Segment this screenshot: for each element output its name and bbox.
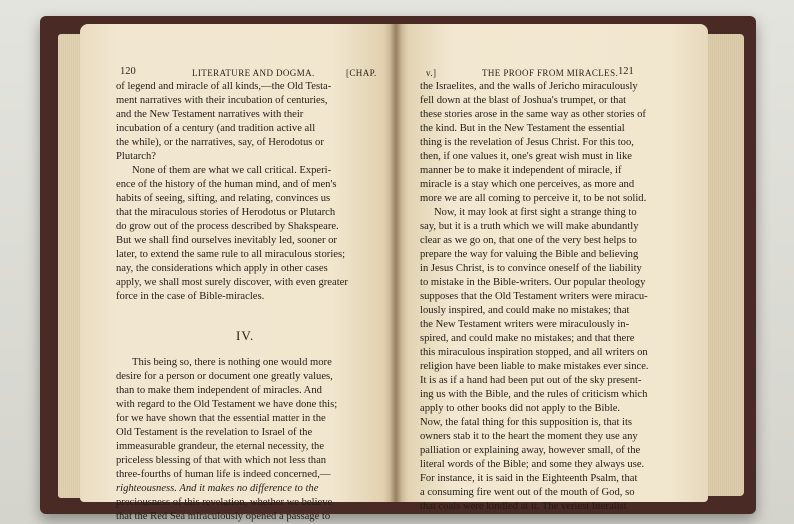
text-line: that coals were kindled at it. The veriest literalist	[420, 501, 627, 512]
text-line: palliation or explaining away, however small, of the	[420, 445, 641, 456]
text-line: None of them are what we call critical. Experi-	[132, 165, 332, 176]
section-heading: IV.	[236, 328, 255, 343]
text-line: three-fourths of human life is indeed concerned,—	[116, 469, 331, 480]
text-line: habits of seeing, sifting, and relating, convinces us	[116, 193, 331, 204]
text-line: later, to extend the same rule to all miraculous stories;	[116, 249, 346, 260]
text-line: This being so, there is nothing one would more	[132, 357, 332, 368]
text-line: the New Testament writers were miraculously in-	[420, 319, 630, 330]
text-line: Plutarch?	[116, 151, 157, 162]
text-line: ment narratives with their incubation of centuries,	[116, 95, 328, 106]
text-line: lously inspired, and could make no mistakes; that	[420, 305, 630, 316]
text-line: ing us with the Bible, and the rules of criticism which	[420, 389, 648, 400]
text-line: It is as if a hand had been put out of the sky present-	[420, 375, 642, 386]
text-line: righteousness. And it makes no difference to the	[116, 483, 319, 494]
text-line: spired, and could make no mistakes; and that there	[420, 333, 635, 344]
text-line: apply to other books did not apply to the Bible.	[420, 403, 621, 414]
text-line: But we shall find ourselves inevitably led, sooner or	[116, 235, 337, 246]
book-gutter	[390, 24, 402, 502]
text-line: Now, the fatal thing for this supposition is, that its	[420, 417, 633, 428]
left-page-number: 120	[120, 66, 136, 77]
page-edges-right	[704, 34, 744, 496]
text-line: literal words of the Bible; and some they always use.	[420, 459, 645, 470]
text-line: manner be to make it independent of miracle, if	[420, 165, 622, 176]
text-line: owners stab it to the heart the moment they use any	[420, 431, 638, 442]
text-line: force in the case of Bible-miracles.	[116, 291, 265, 302]
text-line: prepare the way for valuing the Bible and believing	[420, 249, 639, 260]
text-line: these stories arose in the same way as other stories of	[420, 109, 646, 120]
text-line: Now, it may look at first sight a strange thing to	[434, 207, 637, 218]
text-line: fell down at the blast of Joshua's trumpet, or that	[420, 95, 627, 106]
text-line: thing is the revelation of Jesus Christ. For this too,	[420, 137, 634, 148]
text-line: immeasurable grandeur, the eternal necessity, the	[116, 441, 325, 452]
text-line: of legend and miracle of all kinds,—the Old Testa-	[116, 81, 332, 92]
right-page-number: 121	[618, 66, 634, 77]
text-line: apply, we shall most surely discover, with even greater	[116, 277, 348, 288]
right-chapter-mark: v.]	[426, 68, 437, 78]
text-line: for we have shown that the essential matter in the	[116, 413, 326, 424]
text-line: supposes that the Old Testament writers were miracu-	[420, 291, 648, 302]
text-line: miracle is a stay which one perceives, as more and	[420, 179, 635, 190]
text-line: than to make them independent of miracles. And	[116, 385, 322, 396]
text-line: Old Testament is the revelation to Israel of the	[116, 427, 313, 438]
left-running-title: LITERATURE AND DOGMA.	[192, 68, 315, 78]
text-line: a consuming fire went out of the mouth of God, so	[420, 487, 635, 498]
left-chapter-mark: [CHAP.	[346, 68, 377, 78]
text-line: clear as we go on, that one of the very best helps to	[420, 235, 637, 246]
text-line: more we are all coming to perceive it, to be not solid.	[420, 193, 647, 204]
text-line: nay, the considerations which apply in other cases	[116, 263, 328, 274]
right-running-title: THE PROOF FROM MIRACLES.	[482, 68, 619, 78]
text-line: priceless blessing of that with which not less than	[116, 455, 327, 466]
text-line: with regard to the Old Testament we have done this;	[116, 399, 338, 410]
text-line: this miraculous inspiration stopped, and all writers on	[420, 347, 648, 358]
text-line: say, but it is a truth which we will make abundantly	[420, 221, 639, 232]
text-line: incubation of a century (and tradition active all	[116, 123, 316, 134]
text-line: to mistake in the Bible-writers. Our popular theology	[420, 277, 646, 288]
text-line: ence of the history of the human mind, and of men's	[116, 179, 337, 190]
text-line: For instance, it is said in the Eighteenth Psalm, that	[420, 473, 638, 484]
text-line: do grow out of the process described by Shakspeare.	[116, 221, 339, 232]
text-line: preciousness of this revelation, whether we believe	[116, 497, 333, 508]
text-line: then, if one values it, one's great wish must in like	[420, 151, 632, 162]
text-line: the kind. But in the New Testament the essential	[420, 123, 625, 134]
text-line: desire for a person or document one greatly values,	[116, 371, 333, 382]
text-line: the Israelites, and the walls of Jericho miraculously	[420, 81, 638, 92]
text-line: religion have been liable to make mistakes ever since.	[420, 361, 649, 372]
text-line: and the New Testament narratives with their	[116, 109, 304, 120]
text-line: in Jesus Christ, is to convince oneself of the liability	[420, 263, 642, 274]
text-line: that the Red Sea miraculously opened a passage to	[116, 511, 331, 522]
text-line: the while), or the narratives, say, of Herodotus or	[116, 137, 324, 148]
text-line: that the miraculous stories of Herodotus or Plutarch	[116, 207, 336, 218]
